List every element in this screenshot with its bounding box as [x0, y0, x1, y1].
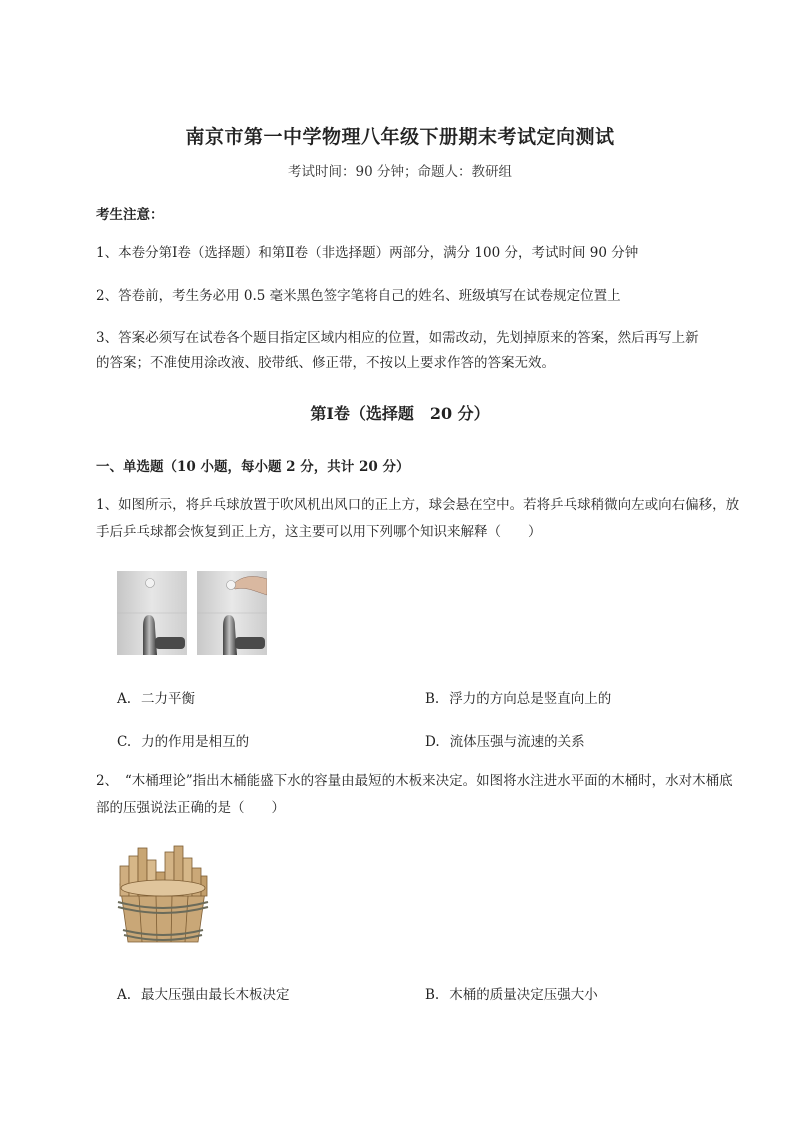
question-1-option-d [425, 730, 585, 750]
hair-dryer-ball-photo-1 [117, 571, 187, 655]
page-subtitle: 考试时间：90 分钟；命题人：教研组 [288, 164, 512, 180]
option-text: 力的作用是相互的 [141, 734, 250, 750]
option-text: 木桶的质量决定压强大小 [449, 987, 598, 1003]
question-1-option-a [117, 687, 195, 707]
notice-item-1: 1、本卷分第Ⅰ卷（选择题）和第Ⅱ卷（非选择题）两部分，满分 100 分，考试时间 90 分钟 [96, 245, 639, 261]
section-title: 第Ⅰ卷（选择题 20 分） [310, 404, 490, 423]
part-heading: 一、单选题（10 小题，每小题 2 分，共计 20 分） [96, 459, 410, 475]
option-letter: A. [117, 691, 132, 707]
option-text: 流体压强与流速的关系 [449, 734, 585, 750]
question-2-option-b [425, 983, 598, 1003]
option-letter: C. [117, 734, 132, 750]
question-1-option-b [425, 687, 611, 707]
question-1: 1、如图所示，将乒乓球放置于吹风机出风口的正上方，球会悬在空中。若将乒乓球稍微向左或向右偏移，放手后乒乓球都会恢复到正上方，这主要可以用下列哪个知识来解释（ ） [96, 497, 740, 540]
question-2: 2、 “木桶理论”指出木桶能盛下水的容量由最短的木板来决定。如图将水注进水平面的木桶时，水对木桶底部的压强说法正确的是（ ） [96, 773, 733, 816]
notice-item-3: 3、答案必须写在试卷各个题目指定区域内相应的位置，如需改动，先划掉原来的答案，然后再写上新的答案；不准使用涂改液、胶带纸、修正带，不按以上要求作答的答案无效。 [96, 330, 699, 371]
option-text: 最大压强由最长木板决定 [141, 987, 290, 1003]
option-letter: B. [425, 987, 440, 1003]
option-text: 浮力的方向总是竖直向上的 [449, 691, 612, 707]
notice-heading: 考生注意： [96, 207, 164, 223]
notice-item-2: 2、答卷前，考生务必用 0.5 毫米黑色签字笔将自己的姓名、班级填写在试卷规定位置上 [96, 288, 621, 304]
option-letter: B. [425, 691, 440, 707]
page-title: 南京市第一中学物理八年级下册期末考试定向测试 [185, 126, 615, 148]
wooden-bucket-image [114, 844, 212, 948]
hair-dryer-ball-photo-2 [197, 571, 267, 655]
question-1-option-c [117, 730, 249, 750]
question-2-option-a [117, 983, 290, 1003]
option-letter: D. [425, 734, 440, 750]
option-text: 二力平衡 [141, 691, 196, 707]
option-letter: A. [117, 987, 132, 1003]
